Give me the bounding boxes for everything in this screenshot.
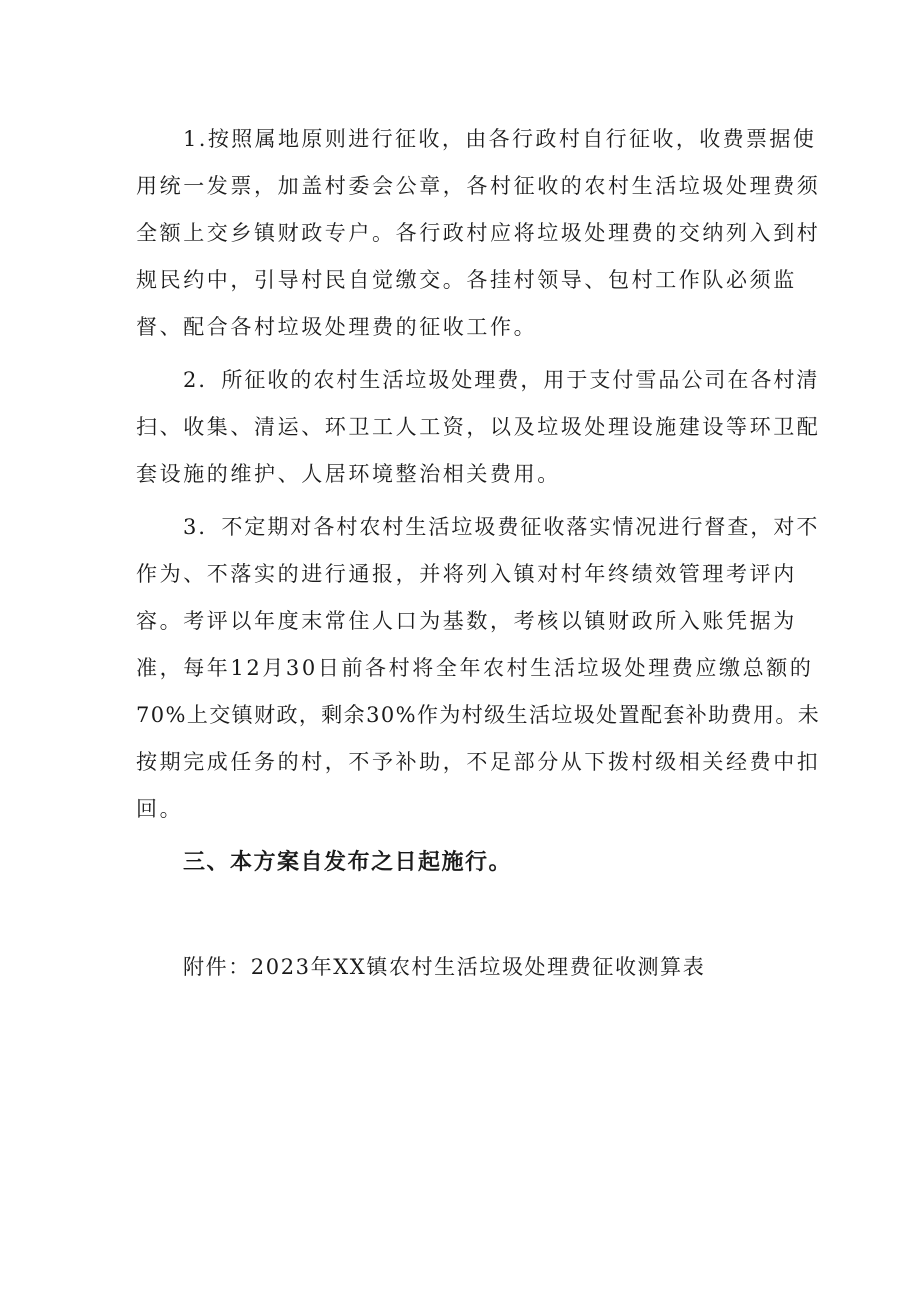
paragraph-3-line-1: 3．不定期对各村农村生活垃圾费征收落实情况进行督查，对不 — [183, 515, 820, 539]
paragraph-3-line-4: 准，每年12月30日前各村将全年农村生活垃圾处理费应缴总额的 — [136, 656, 814, 680]
attachment-note: 附件：2023年XX镇农村生活垃圾处理费征收测算表 — [183, 955, 706, 979]
section-heading: 三、本方案自发布之日起施行。 — [183, 850, 513, 875]
paragraph-1-line-1: 1.按照属地原则进行征收，由各行政村自行征收，收费票据使 — [183, 127, 817, 151]
paragraph-1-line-3: 全额上交乡镇财政专户。各行政村应将垃圾处理费的交纳列入到村 — [136, 221, 821, 245]
paragraph-3-line-7: 回。 — [136, 797, 184, 821]
paragraph-3-line-6: 按期完成任务的村，不予补助，不足部分从下拨村级相关经费中扣 — [136, 750, 821, 774]
paragraph-2-line-1: 2．所征收的农村生活垃圾处理费，用于支付雪品公司在各村清 — [183, 368, 820, 392]
paragraph-1-line-4: 规民约中，引导村民自觉缴交。各挂村领导、包村工作队必须监 — [136, 268, 797, 292]
paragraph-1-line-2: 用统一发票，加盖村委会公章，各村征收的农村生活垃圾处理费须 — [136, 174, 821, 198]
paragraph-2-line-2: 扫、收集、清运、环卫工人工资，以及垃圾处理设施建设等环卫配 — [136, 415, 821, 439]
paragraph-3-line-3: 容。考评以年度末常住人口为基数，考核以镇财政所入账凭据为 — [136, 609, 797, 633]
paragraph-1-line-5: 督、配合各村垃圾处理费的征收工作。 — [136, 315, 538, 339]
paragraph-3-line-2: 作为、不落实的进行通报，并将列入镇对村年终绩效管理考评内 — [136, 562, 797, 586]
paragraph-2-line-3: 套设施的维护、人居环境整治相关费用。 — [136, 462, 561, 486]
paragraph-3-line-5: 70%上交镇财政，剩余30%作为村级生活垃圾处置配套补助费用。未 — [136, 703, 821, 727]
